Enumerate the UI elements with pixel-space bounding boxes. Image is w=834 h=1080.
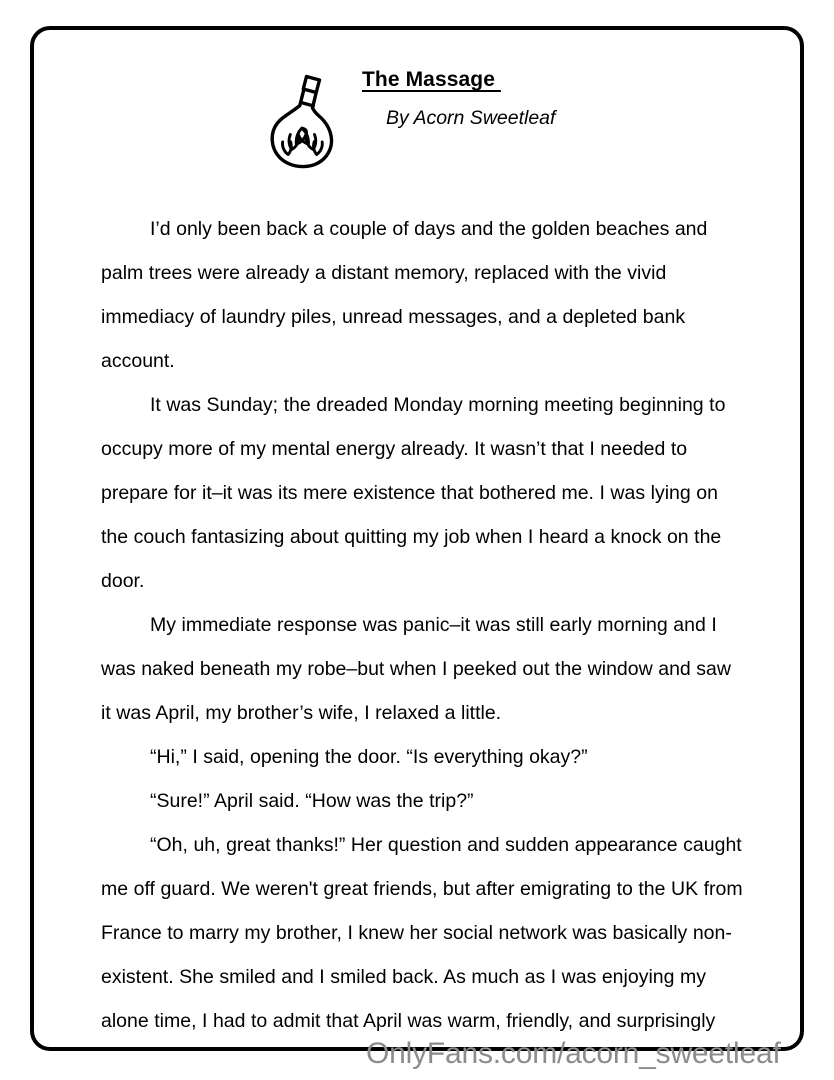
body-paragraph: “Hi,” I said, opening the door. “Is everything okay?” bbox=[150, 746, 588, 768]
body-paragraph: “Oh, uh, great thanks!” Her question and sudden appearance caught me off guard. We weren't great friends, but after emigrating to the UK from France to marry my brother, I knew her social network was basically non-existent. She smiled and I smiled back. As much as I was enjoying my alone time, I had to admit that April was warm, friendly, and surprisingly bbox=[101, 834, 743, 1032]
document-body bbox=[101, 207, 743, 1043]
title-block bbox=[362, 66, 702, 130]
body-paragraph: “Sure!” April said. “How was the trip?” bbox=[150, 790, 474, 812]
bottle-with-lotus-icon bbox=[266, 72, 338, 172]
page-title: The Massage bbox=[362, 68, 501, 91]
body-paragraph: It was Sunday; the dreaded Monday morning meeting beginning to occupy more of my mental energy already. It wasn’t that I needed to prepare for it–it was its mere existence that bothered me. I was lying on the couch fantasizing about quitting my job when I heard a knock on the door. bbox=[101, 394, 726, 592]
body-paragraph: I’d only been back a couple of days and the golden beaches and palm trees were already a distant memory, replaced with the vivid immediacy of laundry piles, unread messages, and a depleted bank account. bbox=[101, 218, 708, 372]
onlyfans-watermark: OnlyFans.com/acorn_sweetleaf bbox=[366, 1037, 781, 1070]
document-page-frame bbox=[30, 26, 804, 1051]
body-paragraph: My immediate response was panic–it was still early morning and I was naked beneath my robe–but when I peeked out the window and saw it was April, my brother’s wife, I relaxed a little. bbox=[101, 614, 731, 724]
author-byline: By Acorn Sweetleaf bbox=[386, 107, 556, 129]
document-header bbox=[34, 66, 800, 186]
